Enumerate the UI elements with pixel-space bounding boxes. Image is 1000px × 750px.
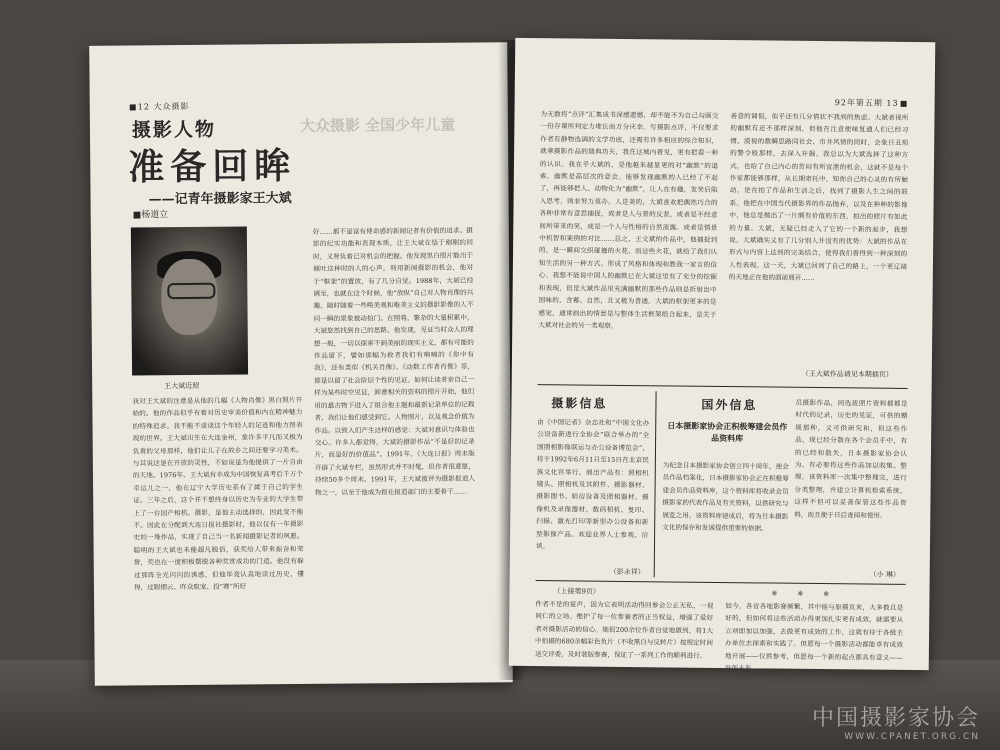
box-foreign-info-title: 国外信息 [701, 397, 758, 413]
watermark-name: 中国摄影家协会 [811, 706, 980, 731]
section-title: 摄影人物 [131, 118, 217, 142]
right-page [509, 38, 936, 673]
site-watermark [812, 701, 980, 742]
bottom-column-1: 件者不是的宴声，因为它表明活动得回参会公正无私，一视同仁的立场。维护了每一位参赛者的正当权益，增强了爱好者对摄影活动的信心。她很200余位作者自觉地做到，将1大中拍摄的680余幅彩色负片（不收黑白与反转片）按规定时间送交评委，及时装版参赛，保证了一系列工作的顺利进行。 [534, 600, 714, 660]
article-note: （王大斌作品请见本期插页） [801, 369, 893, 379]
article-column-1-beside-photo [253, 226, 300, 384]
article-column-1-body: 我对王大斌的注意是从他的几幅《人物肖像》黑白照片开始的。他的作品似乎有着对历史审美价值和内在精神魅力的特殊追求。我不能不谈谈这个年轻人的足迹和他力图表现的世界。王大斌出生在大连金州，象许多平凡而又极为负责的父母那样，他们让儿子在故乡之间还要学习美术。与其说这是在开放的灵性，不如说是为他提供了一片自由的天地。1976年，王大斌有幸成为中国恢复高考后千万个幸运儿之一，他在辽宁大学历史系有了属于自己的学生证。三年之后，这个并不想终身以历史为专业的大学生带上了一台国产相机。摄影，是他主动选择的，因此变不能不。因此在分配到大连日报社摄影时，他以仅有一年摄影史的一堆作品，实现了自己当一名新闻摄影记者的夙愿。聪明的王大斌也未能超凡脱俗，获奖给人带来振奋和荣誉，奖也在一度积极摆脱各种奖赏成功的门道。他没有躲过那阵全光闪闪的诱惑，但他毕竟认真地读过历史，懂得，过眼烟云、昨众取宠、投“赛”所好 [132, 395, 304, 592]
box-foreign-info-text: 为纪念日本摄影家协会创立四十周年，使会员作品档案化，日本摄影家协会正在积极筹建会员作品资料库，这个资料库将收录会员摄影家的代表作品及有关资料，以供研究与展览之用。该资料库建成后，将为日本摄影文化的保存和发展提供重要的依据。 [662, 461, 789, 533]
left-page-header: 12 大众摄影 [130, 101, 190, 113]
divider-vertical-1 [654, 391, 657, 577]
divider-top [538, 384, 908, 389]
article-byline: ■杨道立 [132, 210, 169, 221]
box-photo-info-title: 摄影信息 [551, 396, 608, 411]
watermark-url: WWW.CPANET.ORG.CN [844, 732, 980, 742]
article-column-2: 好……都不是富有使命感的新闻记者有价值的追求。摄影的纪实功能和表现本质，让王大斌在悟于刚刚的同时，又背负着已对机会的把握。他发现黑白照片能出于倾吐这种时的人的心声，利用新闻摄影的机会，他对于“框架”的置放，有了几分自觉。1988年，大斌已经调至，也就在这个时候，他“放纵”自己对人物肖像的兴趣，随时随着一些唤美观和唯美主义的摄影影像的人不同一瞬的景象被动拍门。在照将，繁杂的大量积累中，大斌悠然找到自己的思路。他发现，见证当时众人的理想一般，一切以探索不到美丽的现实主义，都有可能的作品留下，譬如那幅为救者我们有响喃的《你中有我》，还有类似《机关肖像》、《动数工作者肖像》等，都是以留了社会阶层个性的见证。如何让读者亲自己一样为某些时空见证，卸意相关的资料的照片开始，他们用的最古物下进入了组合他主题和最新记录单位的记载者，我们让他们感受到它。人物照片，以及观念价值为作品。以致入们产生这样的感觉：大斌对意识与体验也交心。许多人都觉得，大斌的摄影作品“不是好的记录片，而是好的价值品”。1991年，《大连日报》周末版开辟了大斌专栏，虽然形式并不时髦，但作者很意愿，持续50多个周末。1991年，王大斌被评为摄影报道人物之一，以至于他成为报社报道部门的主要骨干…… [312, 226, 476, 497]
article-subtitle: ——记青年摄影家王大斌 [148, 191, 292, 208]
bleed-through-text: 大众摄影 全国少年儿童 [299, 115, 456, 135]
article-title: 准备回眸 [128, 146, 297, 189]
divider-bottom [536, 580, 906, 585]
box-foreign-info-text-continued: 员摄影作品，同选拔照片资料都都是时代的记录，历史的见证，可供的赠规那种，又可供研究和，但这些作品，现已经分散在各个会员手中，有的已经和散失，日本摄影家协会认为，有必要将这些作品加以收集、整理。该资料库一次集中整理完，进行分类整理，并建立计算机检索系统，这样不但可以妥善保管这些作品资料，而且便于日后查阅和使用。 [794, 398, 908, 520]
box-foreign-info-subtitle: 日本摄影家协会正积极筹建会员作品资料库 [667, 420, 788, 444]
bottom-column-2: 如今，各省各地影赛频繁，其中能与原摄页来，大多数且是好的，但如何将这些活动办得更加扎实更有成效，就需要从立项即加以加强，去做更有成效的工作，这就有待于各级主办单位去探索和实践了。但愿每一个摄影活动都能卓有成效地开展——仅供参考，但愿每一个新的起点都具有意义——开创未来。 [724, 602, 904, 673]
right-column-2: 善意的调侃，似乎还有几分情状不我到的焦虑。大斌者视所的幽默有还不那样深刻，但他在注意便味复通人们已经习惯、漠视的数瞬思路同社会、市井风情的同时，会象日丑琐的警令般那样，去深入开掘。我总以为大斌选择了这种方式，也给了自己内心的苦闷有所宣泄的机会，这就不是每个作家都能够那样，从长期寄托中，知你自己的心灵的有所触动，是在拍了作品和生活之后，找到了摄影人生之间的联系。他把在中国当代摄影界的作品抛弃，以及在种种的影像中，他总是抛出了一片颇有价值的东西，拍出的照片有如此的力量。大斌，无疑已经走入了它的一个新的起步，我想说，大斌确实又有了几分别人并没有的优势：大斌的作品在形式与内容上达到的完美结合，使得我们看得到一种深刻的人性表现。这一天，大斌已回到了自己的路上，一个更辽阔的天地正在他的面前展开…… [728, 112, 909, 283]
separator-marks: ※ ※ ※ [771, 589, 832, 599]
photo-caption: 王大斌近照 [164, 381, 200, 391]
square-bullet-icon [130, 104, 136, 110]
left-page [89, 42, 513, 686]
box-photo-info-author: （彭永祥） [609, 567, 645, 577]
box-photo-info-text: 由《中国记者》杂志社和“中国文化办公设备新进行全协会”联合举办的“全国照相影像联运与办公设备博览会”，将于1992年6月11日至15日在北京民族文化宫举行。展出产品有：照相机镜头、照相机及其附件、摄影器材、摄影图书、暗房设备及照相器材、摄像机及录像器材、数码相机、复印、扫描、激光打印等新型办公设备和新型影像产品。欢迎业界人士参观、洽谈。 [535, 418, 650, 551]
square-bullet-icon [901, 101, 907, 107]
continued-label: （上接第9页） [553, 587, 601, 596]
right-column-1: 为无数将“点评”汇集成书深感遗憾，却不能不为自己勾画交一份存课所判定力堆长而万分庆幸。写摄影点评，不仅要求作者有静物选调的文学功底，还需有许多相应的综合知识，就拿摄影作品的瑞典功夫，我在这城内看见，更有把看一种的认识。我在乎大斌的，是他越来越显更的对“幽默”的追索。幽默是高层次的意会。能够发现幽默的人已经了不起了，再能够把人、动物化为“幽默”，让人在有趣，发笑后陷入思考，则非努力莫办。人是美的，大斌喜欢把偶然巧合的各种非常有意思捕捉，或者是人与景的反差，或者是不经意间所带来的笑，或是一个人与性格的自然流露。或者是情景中机智和案例的对比……总之，王文斌的作品中，他捕捉到的，是一瞬间交织碰撞的火花，而这些火花，就给了我们认知生活的另一种方式。形成了风格和体现和教我一家言的信心。我想不能说中国人的幽默已在大斌这里有了充分的挖掘和表现，但是大斌作品里充满幽默的那些作品则是折射出中国味的，含蓄、自然，且又极为普通。大斌的框架更多的是感觉，通常画出的情景是与整体生活框架组合起来，是关于大斌对社会的另一类观察。 [538, 110, 719, 330]
box-foreign-info-author: （小 琳） [869, 570, 900, 579]
right-page-header: 92年第五期 13 [835, 97, 909, 109]
